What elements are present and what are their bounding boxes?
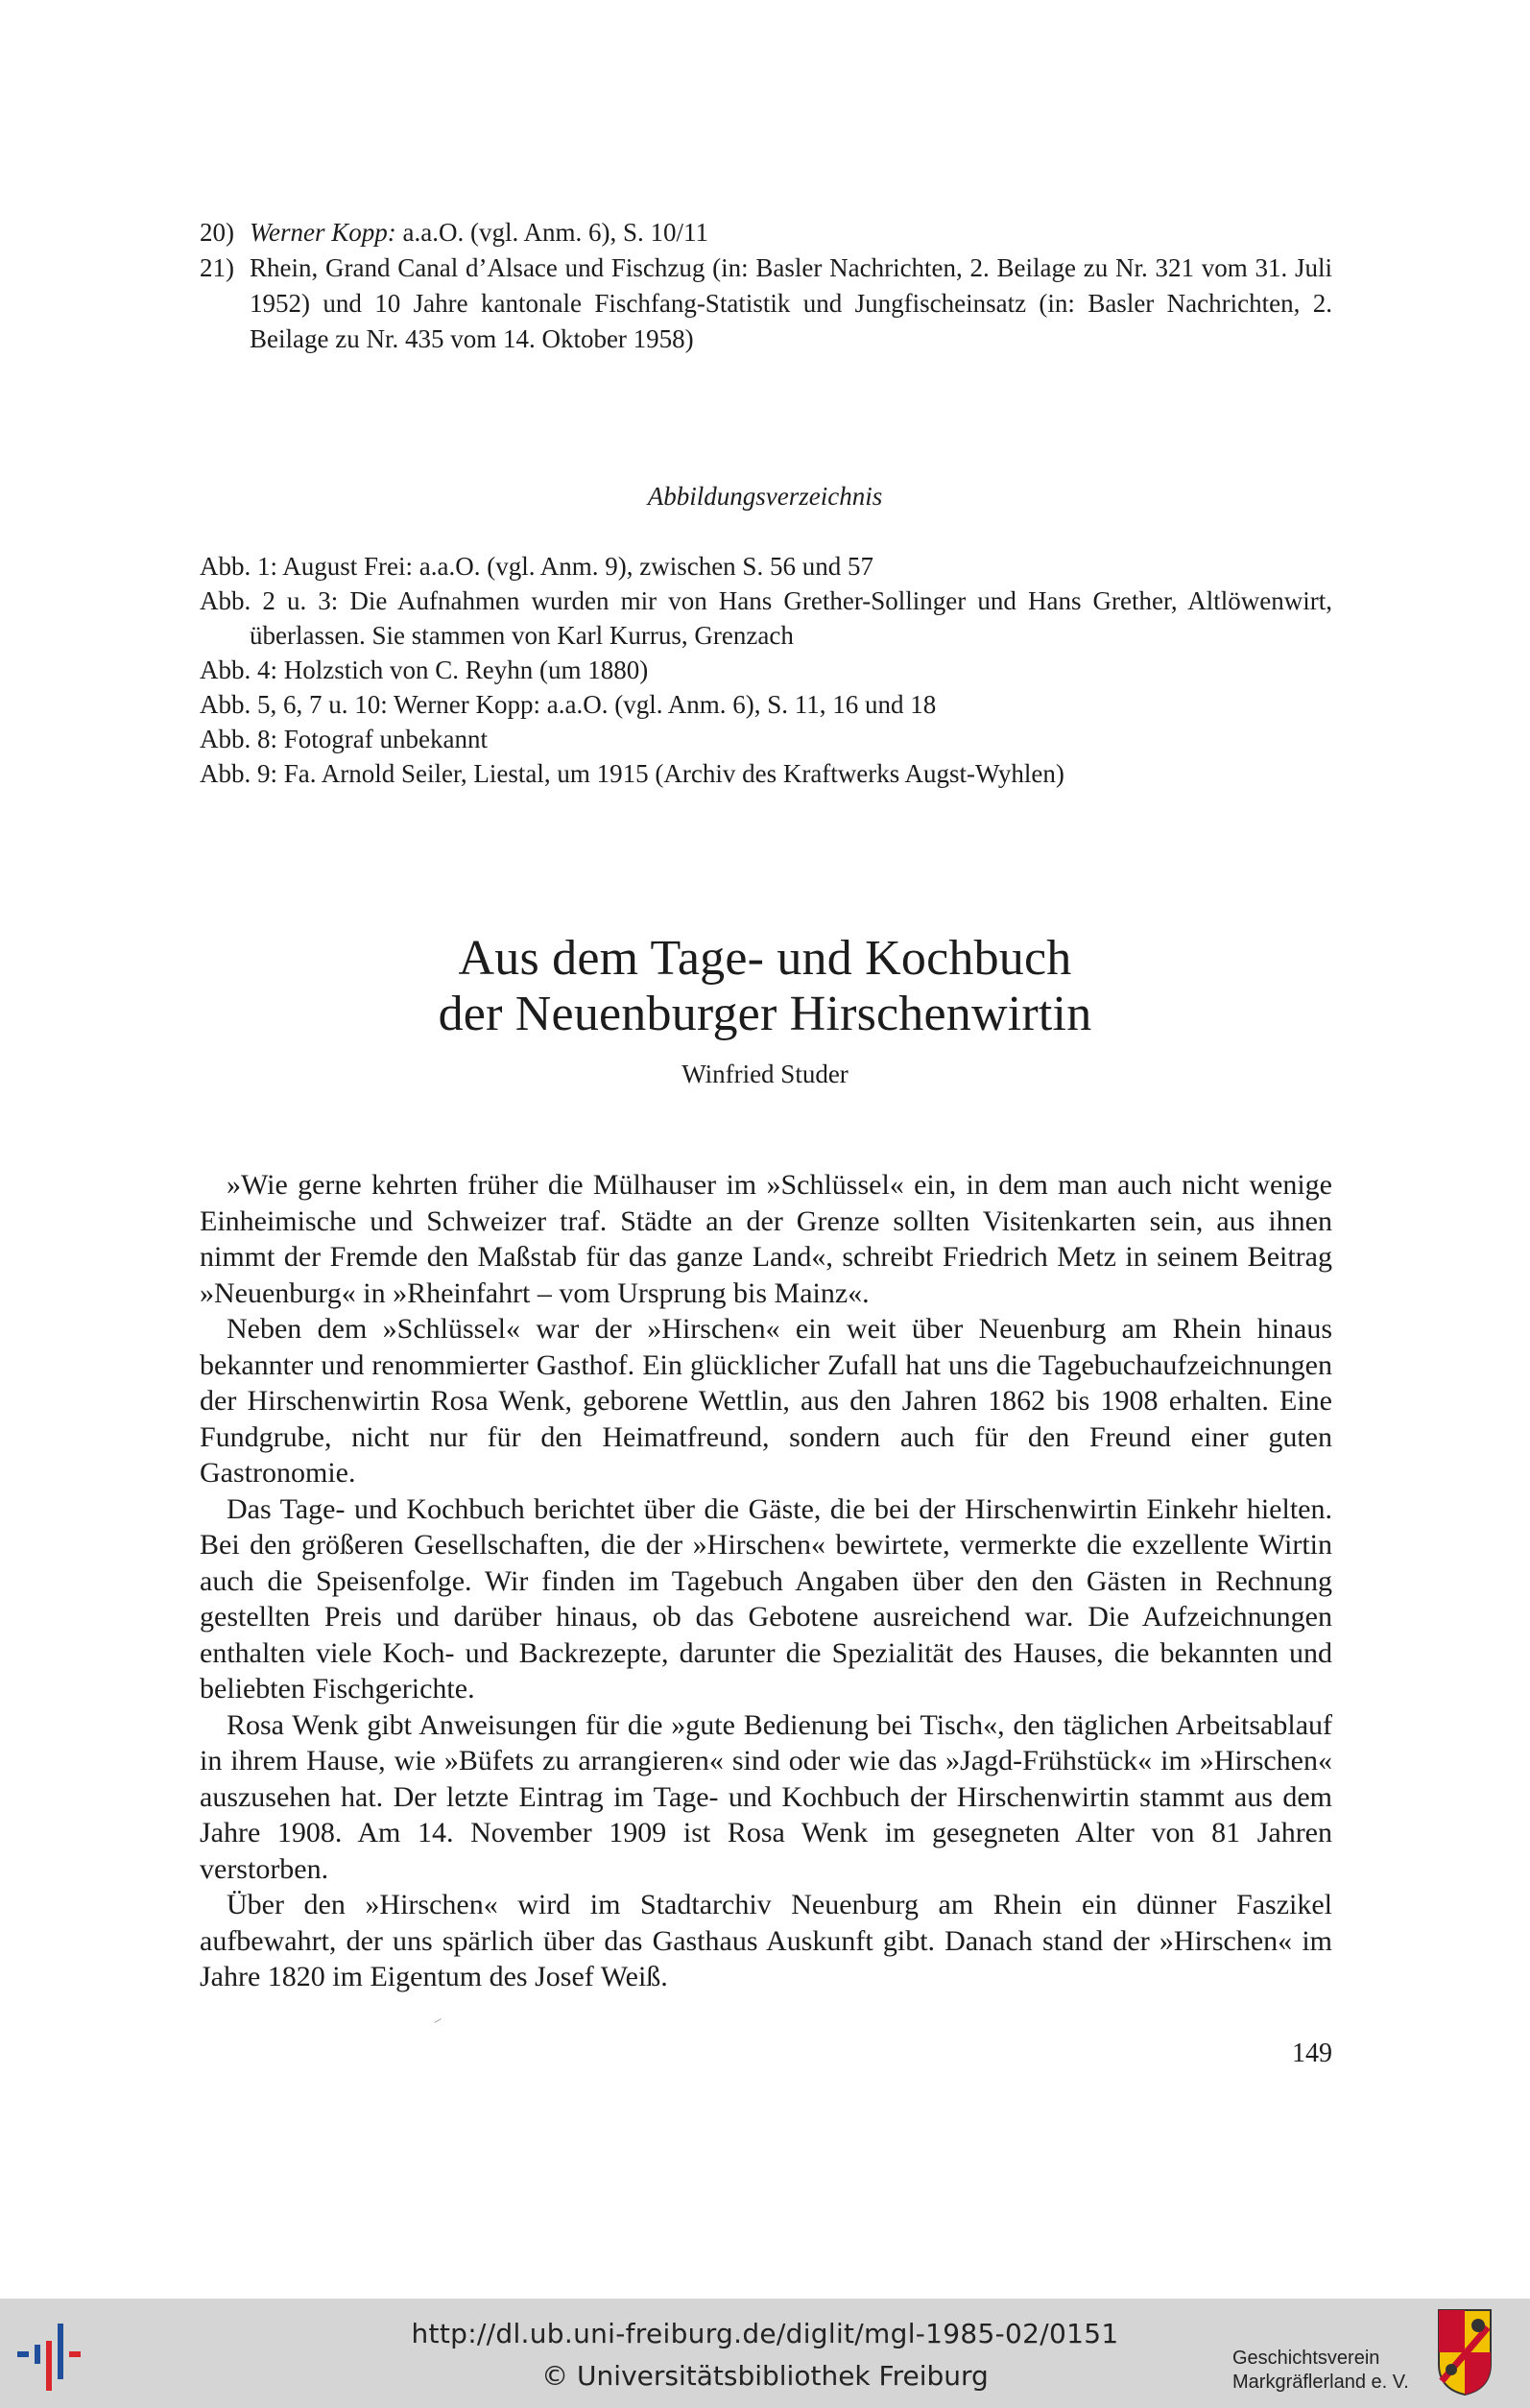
illustration-entry: Abb. 9: Fa. Arnold Seiler, Liestal, um 1915 (Archiv des Kraftwerks Augst-Wyhlen) — [200, 759, 1064, 788]
footer-bar — [0, 2299, 1530, 2408]
footnote — [200, 250, 1332, 357]
article-title-line: Aus dem Tage- und Kochbuch — [458, 931, 1072, 986]
article-title-line: der Neuenburger Hirschenwirtin — [438, 987, 1092, 1041]
footnote-number: 20) — [200, 218, 234, 247]
illustrations-list — [200, 549, 1332, 791]
paragraph: Das Tage- und Kochbuch berichtet über die Gäste, die bei der Hirschenwirtin Einkehr hielten. Bei den größeren Gesellschaften, die der »Hirschen« bewirtete, vermerkte die exzellente Wirtin auch die Speisenfolge. Wir finden im Tagebuch Angaben über den den Gästen in Rechnung gestellten Preis und darüber hinaus, ob das Gebotene ausreichend war. Die Aufzeichnungen enthalten viele Koch- und Backrezepte, darunter die Spezialität des Hauses, die bekannten und beliebten Fischgerichte. — [200, 1492, 1332, 1705]
coat-of-arms-icon — [1436, 2306, 1494, 2396]
illustration-entry: Abb. 5, 6, 7 u. 10: Werner Kopp: a.a.O. (vgl. Anm. 6), S. 11, 16 und 18 — [200, 690, 937, 719]
illustration-entry: Abb. 1: August Frei: a.a.O. (vgl. Anm. 9), zwischen S. 56 und 57 — [200, 552, 873, 581]
paragraph: Rosa Wenk gibt Anweisungen für die »gute Bedienung bei Tisch«, den täglichen Arbeitsablauf in ihrem Hause, wie »Büfets zu arrangieren« sind oder wie das »Jagd-Frühstück« im »Hirschen« auszusehen hat. Der letzte Eintrag im Tage- und Kochbuch der Hirschenwirtin stammt aus dem Jahre 1908. Am 14. November 1909 ist Rosa Wenk im gesegneten Alter von 81 Jahren verstorben. — [200, 1708, 1332, 1885]
footnote-author: Werner Kopp: — [250, 218, 396, 247]
illustrations-heading: Abbildungsverzeichnis — [647, 482, 883, 511]
illustration-entry: Abb. 8: Fotograf unbekannt — [200, 725, 488, 753]
footnote — [200, 215, 1332, 250]
paragraph: Über den »Hirschen« wird im Stadtarchiv Neuenburg am Rhein ein dünner Faszikel aufbewahrt, der uns spärlich über das Gasthaus Auskunft gibt. Danach stand der »Hirschen« im Jahre 1820 im Eigentum des Josef Weiß. — [200, 1889, 1332, 1992]
society-name — [1232, 2347, 1434, 2395]
page-number: 149 — [1292, 2038, 1332, 2068]
article-title — [0, 931, 1530, 1042]
paragraph: »Wie gerne kehrten früher die Mülhauser im »Schlüssel« ein, in dem man auch nicht wenige Einheimische und Schweizer traf. Städte an der Grenze sollten Visitenkarten sein, aus ihnen nimmt der Fremde den Maßstab für das ganze Land«, schreibt Friedrich Metz in seinem Beitrag »Neuenburg« in »Rheinfahrt – vom Ursprung bis Mainz«. — [200, 1169, 1332, 1309]
footnote-text: Rhein, Grand Canal d’Alsace und Fischzug (in: Basler Nachrichten, 2. Beilage zu Nr. 321 vom 31. Juli 1952) und 10 Jahre kantonale Fischfang-Statistik und Jungfischeinsatz (in: Basler Nachrichten, 2. Beilage zu Nr. 435 vom 14. Oktober 1958) — [250, 253, 1332, 353]
article-body — [200, 1167, 1332, 1995]
scan-mark — [434, 2018, 441, 2023]
footnotes — [200, 215, 1332, 357]
footer-url-link[interactable]: http://dl.ub.uni-freiburg.de/diglit/mgl-1985-02/0151 — [411, 2318, 1119, 2349]
footnote-reference: a.a.O. (vgl. Anm. 6), S. 10/11 — [395, 218, 708, 247]
footnote-number: 21) — [200, 253, 234, 282]
society-name-line: Geschichtsverein — [1232, 2348, 1380, 2369]
footer-copyright: © Universitätsbibliothek Freiburg — [541, 2360, 989, 2392]
paragraph: Neben dem »Schlüssel« war der »Hirschen« ein weit über Neuenburg am Rhein hinaus bekannter und renommierter Gasthof. Ein glücklicher Zufall hat uns die Tagebuchaufzeichnungen der Hirschenwirtin Rosa Wenk, geborene Wettlin, aus den Jahren 1862 bis 1908 erhalten. Eine Fundgrube, nicht nur für den Heimatfreund, sondern auch für den Freund einer guten Gastronomie. — [200, 1313, 1332, 1489]
illustration-entry: Abb. 2 u. 3: Die Aufnahmen wurden mir von Hans Grether-Sollinger und Hans Grether, Altlöwenwirt, überlassen. Sie stammen von Karl Kurrus, Grenzach — [200, 586, 1332, 650]
footnote-text — [250, 215, 1332, 250]
article-author: Winfried Studer — [681, 1060, 849, 1088]
illustration-entry: Abb. 4: Holzstich von C. Reyhn (um 1880) — [200, 656, 649, 684]
society-name-line: Markgräflerland e. V. — [1232, 2372, 1409, 2393]
